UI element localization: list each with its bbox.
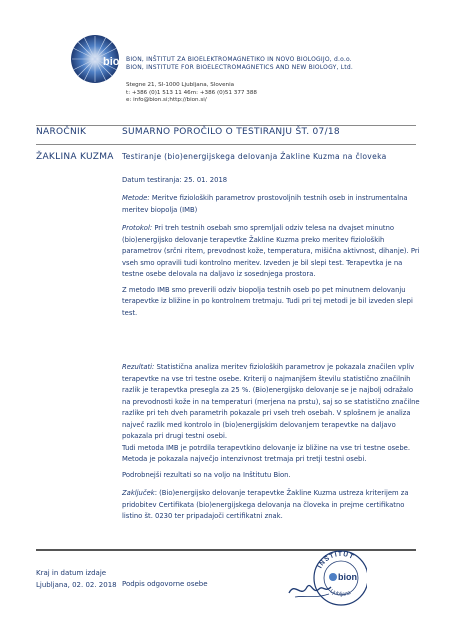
issue-place-date: Ljubljana, 02. 02. 2018 [36,581,117,589]
issue-place-label: Kraj in datum izdaje [36,569,107,577]
signature-label: Podpis odgovorne osebe [122,580,208,588]
address: Stegne 21, SI-1000 Ljubljana, Slovenia [126,82,235,88]
institute-name-si: BION, INŠTITUT ZA BIOELEKTROMAGNETIKO IN NOVO BIOLOGIJO, d.o.o. [126,56,352,63]
conclusion-section [122,488,422,523]
test-date [122,175,422,187]
conclusion-paragraph [122,488,422,523]
protocol-section [122,223,422,319]
logo-text: bion [103,56,127,68]
results-text: Statistična analiza meritev fizioloških parametrov je pokazala značilen vpliv terapevtke na vse tri testne osebe. Kriterij o najmanjšem številu statistično značilnih razlik je terapevtka presegla za 25 %. (Bio)energijsko delovanje se je najbolj odražalo na prevodnosti kože in na temperaturi (merjena na prstu), saj so se statistično značilne razlike pri teh dveh parametrih pokazale pri vseh treh osebah. V splošnem je analiza največ razlik med kontrolo in (bio)energijskim delovanjem terapevtke na daljavo pokazala pri drugi testni osebi. [122,363,420,440]
institute-name-en: BION, INSTITUTE FOR BIOELECTROMAGNETICS AND NEW BIOLOGY, Ltd. [126,64,353,71]
test-date-text: Datum testiranja: 25. 01. 2018 [122,176,228,184]
conclusion-label: Zaključek [122,489,155,497]
email: e: info@bion.si;http://bion.si/ [126,97,207,103]
results-paragraph-2: Tudi metoda IMB je potrdila terapevtkino delovanje iz bližine na vse tri testne osebe. Metoda je pokazala največjo intenzivnost tretmaja pri tretji testni osebi. [122,443,411,463]
client-label: NAROČNIK [36,127,87,137]
stamp-center-text: bion [338,572,357,582]
svg-text:Ljubljana [329,588,353,597]
report-subtitle: Testiranje (bio)energijskega delovanja Žakline Kuzma na človeka [122,152,387,161]
methods-text: Meritve fizioloških parametrov prostovoljnih testnih oseb in instrumentalna meritev biopolja (IMB) [122,194,408,214]
details-note: Podrobnejši rezultati so na voljo na Inštitutu Bion. [122,470,291,479]
results-section [122,362,422,481]
results-paragraph [122,362,422,443]
protocol-label: Protokol: [122,224,153,232]
bion-logo [70,34,127,84]
conclusion-text: : (Bio)energijsko delovanje terapevtke Žakline Kuzma ustreza kriterijem za pridobitev Certifikata (bio)energijskega delovanja na človeka in prejme certifikatno listino št. 0230 ter pripadajoči certifikatni znak. [122,489,409,520]
stamp-top-text: INŠTITUT [316,550,356,570]
phone: t: +386 (0)1 513 11 46m: +386 (0)51 377 388 [126,89,257,96]
client-name: ŽAKLINA KUZMA [36,152,114,162]
protocol-paragraph [122,223,422,281]
stamp-bottom-text: Ljubljana [328,588,352,598]
divider-top [36,125,416,126]
results-label: Rezultati: [122,363,155,371]
svg-text:INŠTITUT [317,551,356,570]
signature-scribble [289,585,331,593]
methods-section [122,193,422,216]
report-title: SUMARNO POROČILO O TESTIRANJU ŠT. 07/18 [122,127,340,137]
protocol-paragraph-2: Z metodo IMB smo preverili odziv biopolja testnih oseb po pet minutnem delovanju terapevtke iz bližine in po kontrolnem tretmaju. Tudi pri tej metodi je bil izveden slepi test. [122,285,413,317]
divider-title [36,144,416,145]
methods-label: Metode: [122,194,150,202]
institute-stamp-icon [283,547,367,609]
methods-paragraph [122,193,422,216]
protocol-text: Pri treh testnih osebah smo spremljali odziv telesa na dvajset minutno (bio)energijsko delovanje terapevtke Žakline Kuzma preko meritev fizioloških parametrov (srčni ritem, prevodnost kože, temperatura, mišična aktivnost, dihanje). Pri vseh smo opravili tudi kontrolno meritev. Izveden je bil slepi test. Terapevtka je na testne osebe delovala na daljavo iz sosednjega prostora. [122,224,420,278]
